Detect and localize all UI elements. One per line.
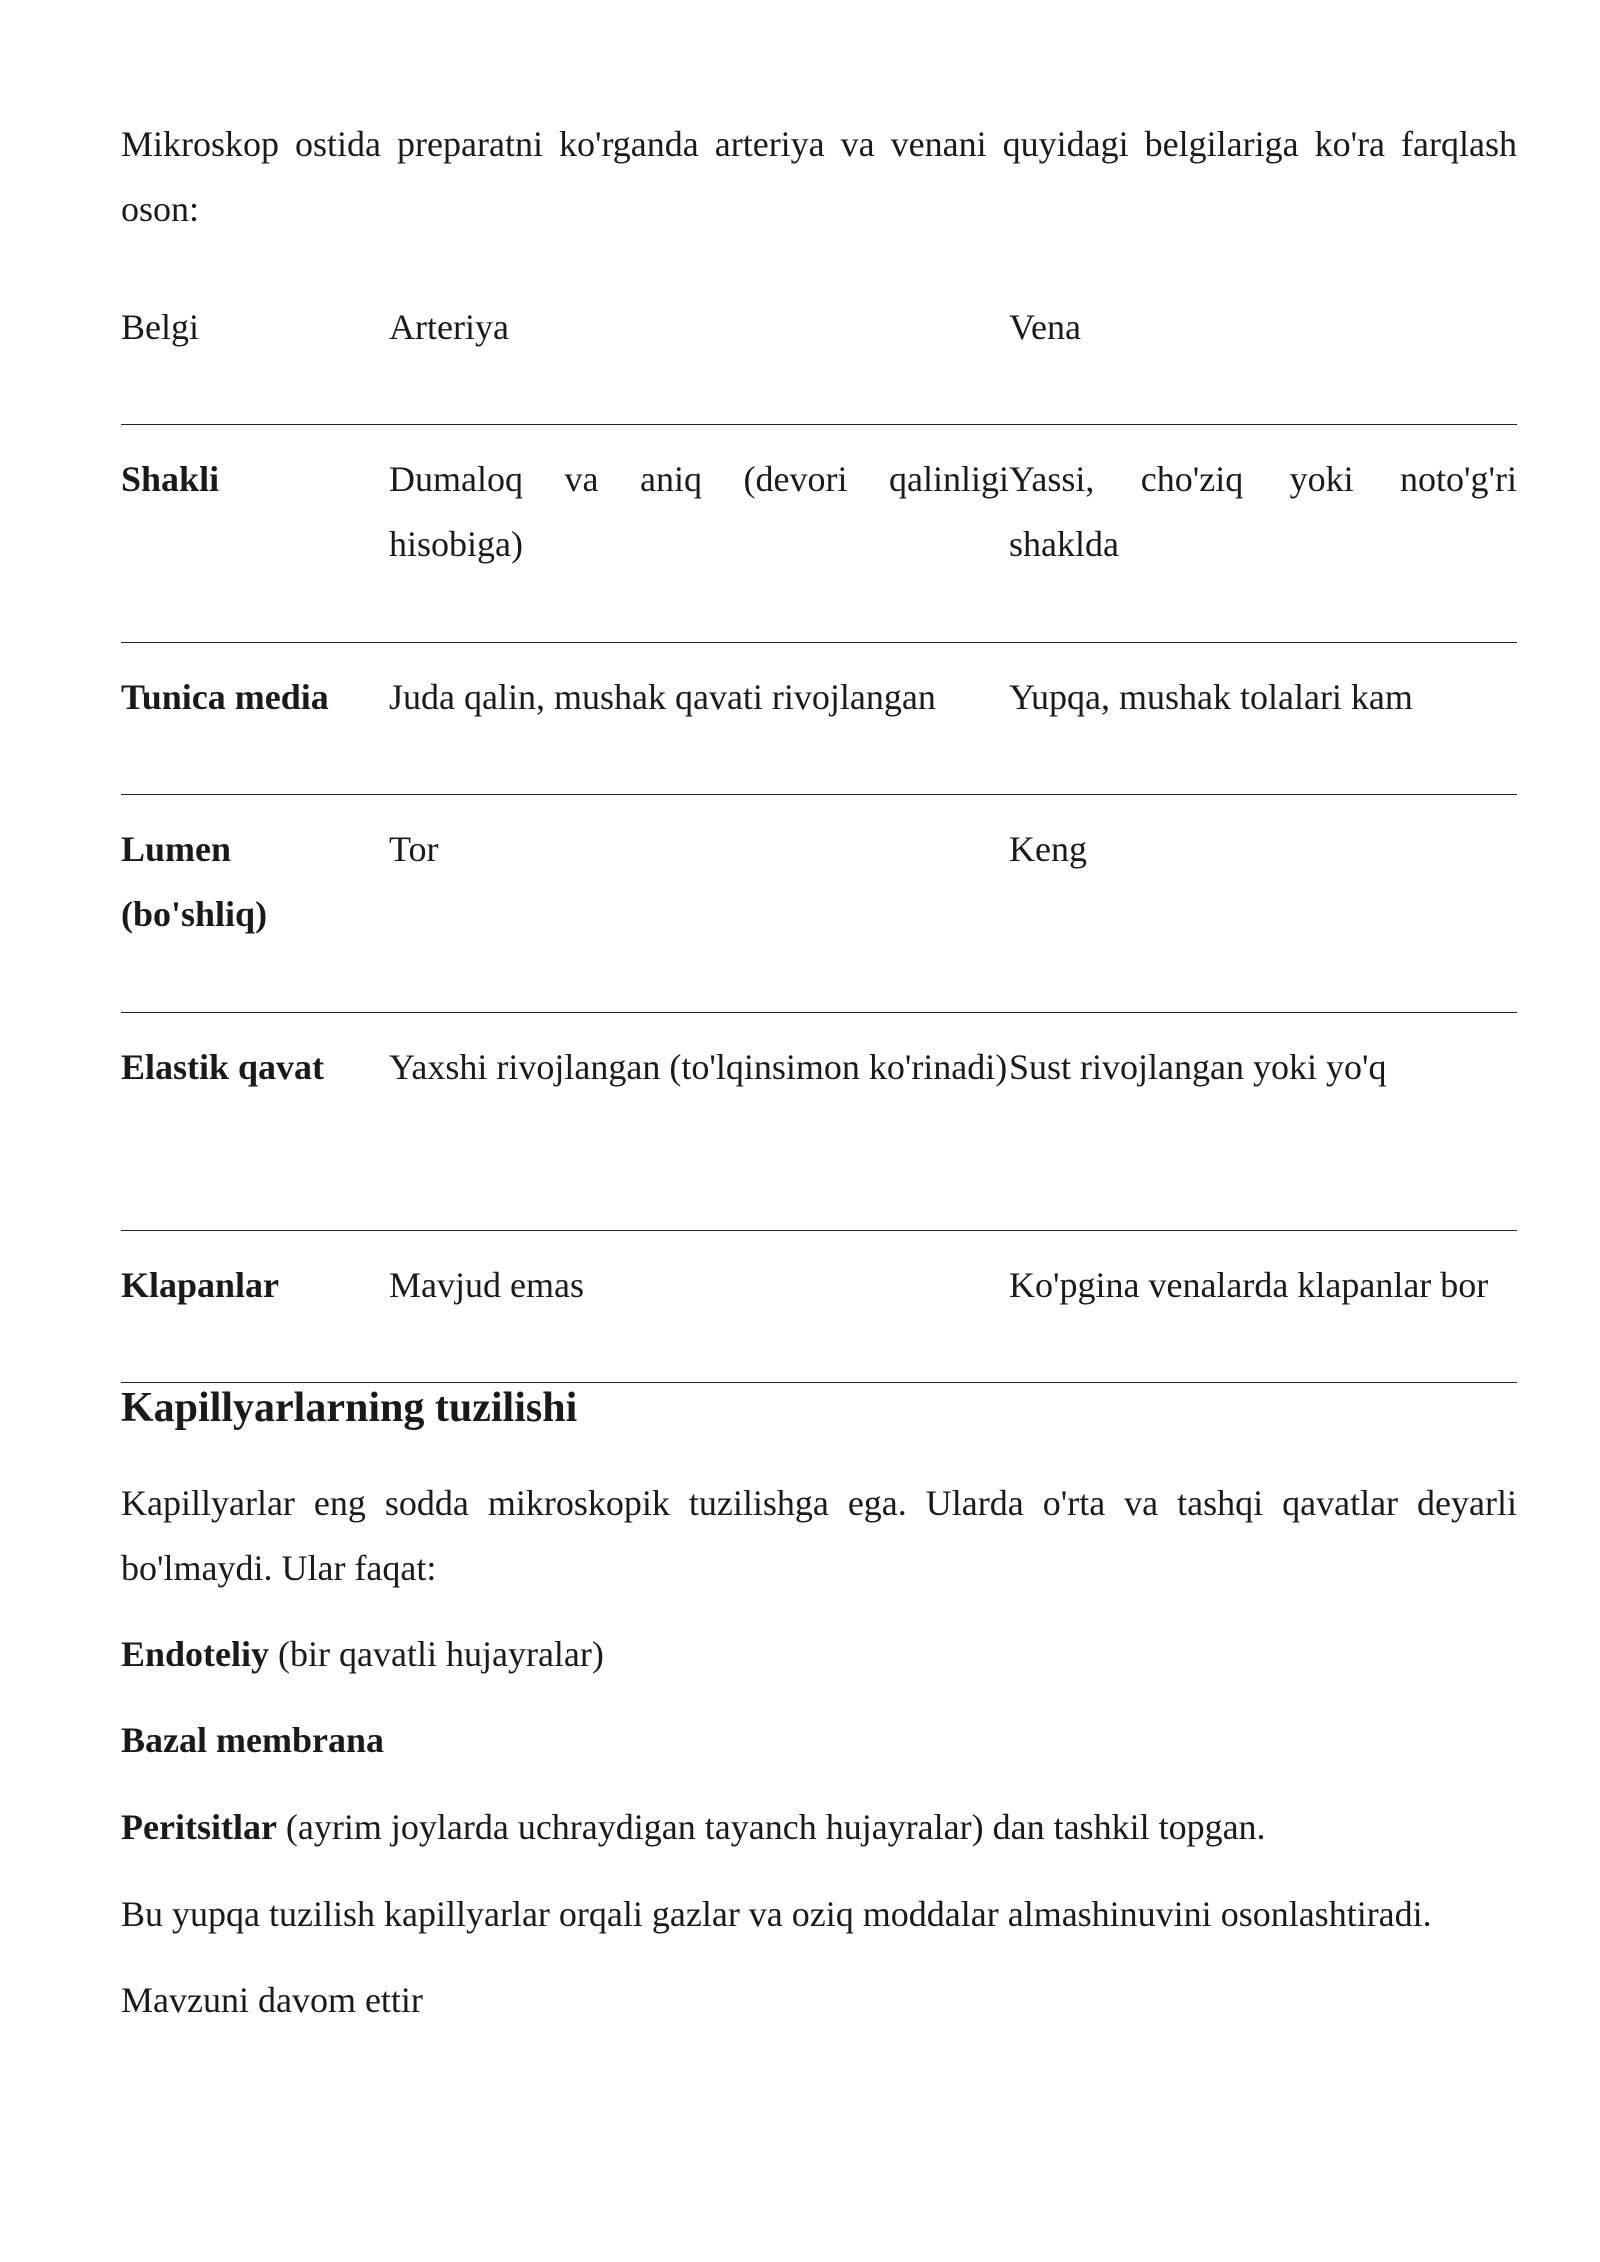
table-row — [121, 795, 1517, 1013]
list-item — [121, 1795, 1517, 1860]
closing-line: Mavzuni davom ettir — [121, 1980, 423, 2020]
list-item — [121, 1622, 1517, 1687]
table-row — [121, 643, 1517, 795]
header-sign: Belgi — [121, 307, 199, 347]
item-term: Endoteliy — [121, 1634, 270, 1674]
row-artery: Yaxshi rivojlangan (to'lqinsimon ko'rinadi) — [389, 1047, 1008, 1087]
item-description: (bir qavatli hujayralar) — [269, 1634, 604, 1674]
table-row — [121, 1013, 1517, 1231]
section-paragraph: Bu yupqa tuzilish kapillyarlar orqali gazlar va oziq moddalar almashinuvini osonlashtiradi. — [121, 1894, 1432, 1934]
row-vein: Ko'pgina venalarda klapanlar bor — [1009, 1265, 1489, 1305]
row-artery: Mavjud emas — [389, 1265, 584, 1305]
row-vein: Sust rivojlangan yoki yo'q — [1009, 1047, 1387, 1087]
row-vein: Yupqa, mushak tolalari kam — [1009, 677, 1413, 717]
table-row — [121, 425, 1517, 643]
row-vein: Keng — [1009, 829, 1087, 869]
row-sign: Shakli — [121, 459, 220, 499]
header-artery: Arteriya — [389, 307, 509, 347]
row-artery: Tor — [389, 829, 439, 869]
item-description: (ayrim joylarda uchraydigan tayanch hujayralar) dan tashkil topgan. — [276, 1807, 1266, 1847]
section-paragraph: Kapillyarlar eng sodda mikroskopik tuzilishga ega. Ularda o'rta va tashqi qavatlar deyarli bo'lmaydi. Ular faqat: — [121, 1483, 1517, 1588]
row-vein: Yassi, cho'ziq yoki noto'g'ri shaklda — [1009, 459, 1517, 564]
row-sign: Lumen (bo'shliq) — [121, 829, 268, 934]
intro-paragraph: Mikroskop ostida preparatni ko'rganda arteriya va venani quyidagi belgilariga ko'ra farqlash oson: — [121, 124, 1517, 229]
table-row — [121, 1231, 1517, 1383]
row-sign: Tunica media — [121, 677, 329, 717]
row-sign: Klapanlar — [121, 1265, 280, 1305]
section-heading: Kapillyarlarning tuzilishi — [121, 1385, 578, 1431]
comparison-table — [121, 295, 1517, 1383]
row-artery: Dumaloq va aniq (devori qalinligi hisobiga) — [389, 459, 1009, 564]
item-term: Bazal membrana — [121, 1720, 384, 1760]
header-vein: Vena — [1009, 307, 1081, 347]
row-sign: Elastik qavat — [121, 1047, 325, 1087]
table-header-row — [121, 295, 1517, 425]
item-term: Peritsitlar — [121, 1807, 277, 1847]
row-artery: Juda qalin, mushak qavati rivojlangan — [389, 677, 936, 717]
list-item — [121, 1708, 1517, 1773]
